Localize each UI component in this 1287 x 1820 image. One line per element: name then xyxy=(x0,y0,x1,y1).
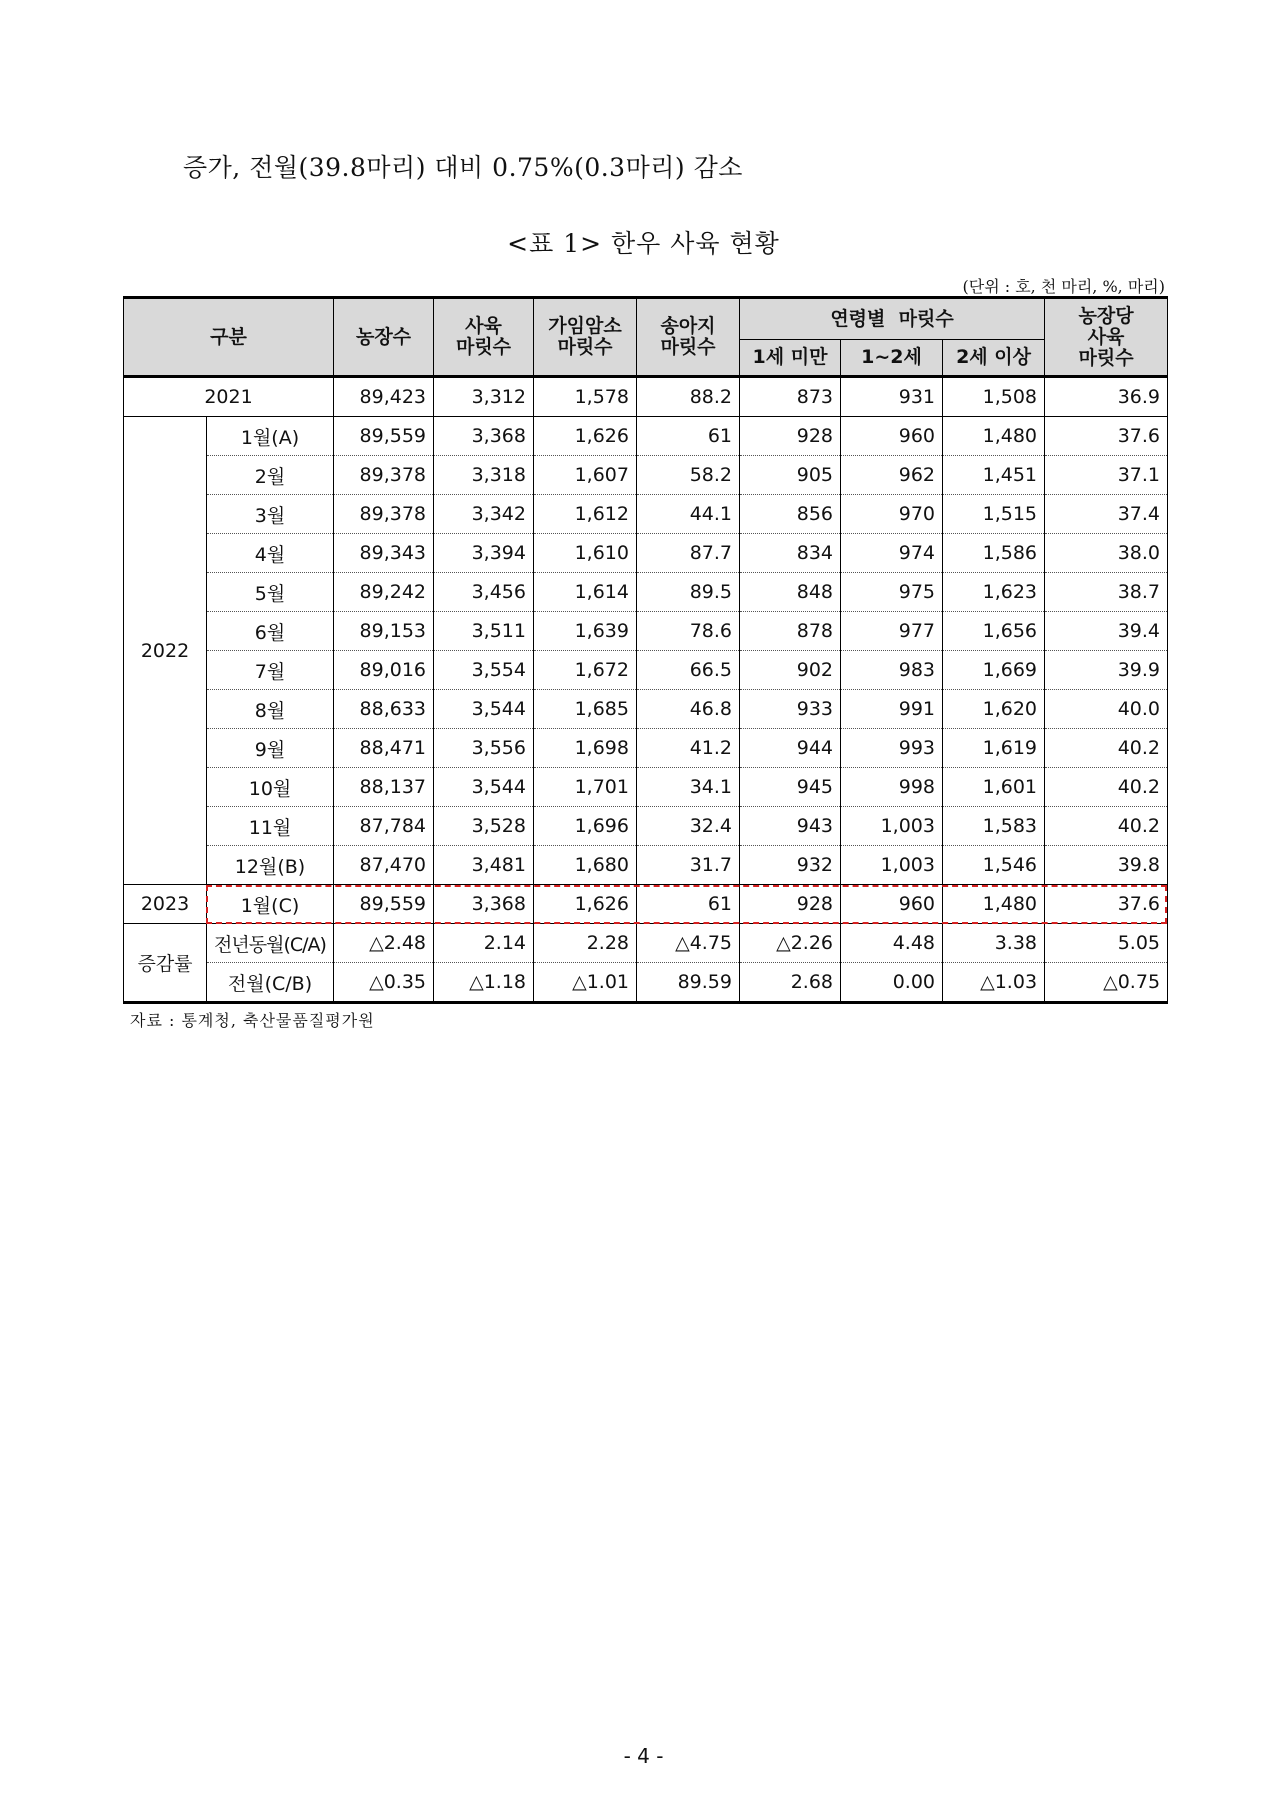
cell-heads: 3,511 xyxy=(434,612,534,651)
table-row-change-yoy xyxy=(124,924,1168,963)
table-row xyxy=(124,417,1168,456)
cell-breeding: 1,626 xyxy=(534,885,637,924)
cell-farms: 89,378 xyxy=(334,456,434,495)
header-breeding-line2: 마릿수 xyxy=(557,336,613,358)
cell-breeding: 1,614 xyxy=(534,573,637,612)
cell-heads: 3,312 xyxy=(434,377,534,417)
cell-age-2plus: 1,508 xyxy=(943,377,1045,417)
row-label: 1월(C) xyxy=(207,885,334,924)
cell-age-1to2: 4.48 xyxy=(841,924,943,963)
header-heads-line1: 사육 xyxy=(465,315,502,337)
cell-heads: 2.14 xyxy=(434,924,534,963)
cell-breeding: 2.28 xyxy=(534,924,637,963)
row-label: 7월 xyxy=(207,651,334,690)
cell-calves: 66.5 xyxy=(637,651,740,690)
cell-age-1to2: 993 xyxy=(841,729,943,768)
header-calves-line1: 송아지 xyxy=(660,315,716,337)
cell-calves: 88.2 xyxy=(637,377,740,417)
cell-farms: 89,153 xyxy=(334,612,434,651)
cell-calves: △4.75 xyxy=(637,924,740,963)
cell-age-2plus: 1,480 xyxy=(943,417,1045,456)
hanwoo-table xyxy=(123,296,1168,1004)
cell-age-1to2: 991 xyxy=(841,690,943,729)
header-per-farm-line1: 농장당 xyxy=(1078,304,1134,327)
cell-farms: 88,471 xyxy=(334,729,434,768)
cell-per-farm: 38.7 xyxy=(1045,573,1168,612)
cell-age-1to2: 974 xyxy=(841,534,943,573)
cell-age-1to2: 998 xyxy=(841,768,943,807)
cell-heads: △1.18 xyxy=(434,963,534,1003)
header-by-age: 연령별 마릿수 xyxy=(740,298,1045,340)
cell-age-2plus: △1.03 xyxy=(943,963,1045,1003)
cell-age-under1: 2.68 xyxy=(740,963,841,1003)
cell-age-2plus: 3.38 xyxy=(943,924,1045,963)
year-label-2022: 2022 xyxy=(124,417,207,885)
cell-age-1to2: 960 xyxy=(841,417,943,456)
row-label: 8월 xyxy=(207,690,334,729)
cell-age-under1: 928 xyxy=(740,885,841,924)
table-row xyxy=(124,651,1168,690)
cell-age-1to2: 1,003 xyxy=(841,846,943,885)
cell-age-under1: 932 xyxy=(740,846,841,885)
cell-calves: 31.7 xyxy=(637,846,740,885)
header-per-farm-line2: 사육 xyxy=(1087,325,1125,348)
cell-farms: 89,343 xyxy=(334,534,434,573)
row-label: 11월 xyxy=(207,807,334,846)
cell-calves: 89.5 xyxy=(637,573,740,612)
cell-age-1to2: 931 xyxy=(841,377,943,417)
cell-breeding: 1,698 xyxy=(534,729,637,768)
cell-age-2plus: 1,480 xyxy=(943,885,1045,924)
cell-per-farm: 39.4 xyxy=(1045,612,1168,651)
cell-heads: 3,368 xyxy=(434,885,534,924)
row-label: 5월 xyxy=(207,573,334,612)
cell-age-under1: 878 xyxy=(740,612,841,651)
cell-age-under1: △2.26 xyxy=(740,924,841,963)
cell-breeding: 1,672 xyxy=(534,651,637,690)
cell-heads: 3,318 xyxy=(434,456,534,495)
table-row xyxy=(124,495,1168,534)
cell-farms: 87,784 xyxy=(334,807,434,846)
header-per-farm xyxy=(1045,298,1168,377)
cell-age-2plus: 1,669 xyxy=(943,651,1045,690)
cell-age-under1: 848 xyxy=(740,573,841,612)
cell-farms: 89,016 xyxy=(334,651,434,690)
cell-breeding: 1,610 xyxy=(534,534,637,573)
cell-age-2plus: 1,515 xyxy=(943,495,1045,534)
cell-per-farm: 40.2 xyxy=(1045,768,1168,807)
cell-age-under1: 834 xyxy=(740,534,841,573)
table-container xyxy=(123,296,1167,1004)
cell-breeding: 1,696 xyxy=(534,807,637,846)
cell-calves: 41.2 xyxy=(637,729,740,768)
cell-per-farm: 36.9 xyxy=(1045,377,1168,417)
cell-farms: 89,559 xyxy=(334,885,434,924)
table-row xyxy=(124,807,1168,846)
cell-heads: 3,544 xyxy=(434,768,534,807)
cell-age-1to2: 970 xyxy=(841,495,943,534)
source-note: 자료 : 통계청, 축산물품질평가원 xyxy=(130,1011,375,1030)
cell-heads: 3,528 xyxy=(434,807,534,846)
cell-age-1to2: 960 xyxy=(841,885,943,924)
row-label: 9월 xyxy=(207,729,334,768)
cell-age-2plus: 1,546 xyxy=(943,846,1045,885)
header-breeding-line1: 가임암소 xyxy=(548,315,622,337)
row-label: 2월 xyxy=(207,456,334,495)
cell-age-under1: 945 xyxy=(740,768,841,807)
cell-per-farm: 37.6 xyxy=(1045,417,1168,456)
cell-farms: 88,137 xyxy=(334,768,434,807)
header-heads-line2: 마릿수 xyxy=(455,336,512,358)
cell-age-under1: 944 xyxy=(740,729,841,768)
cell-calves: 87.7 xyxy=(637,534,740,573)
cell-per-farm: △0.75 xyxy=(1045,963,1168,1003)
cell-calves: 34.1 xyxy=(637,768,740,807)
cell-per-farm: 37.1 xyxy=(1045,456,1168,495)
cell-age-2plus: 1,620 xyxy=(943,690,1045,729)
cell-heads: 3,368 xyxy=(434,417,534,456)
cell-calves: 89.59 xyxy=(637,963,740,1003)
cell-breeding: △1.01 xyxy=(534,963,637,1003)
cell-farms: △0.35 xyxy=(334,963,434,1003)
row-label: 10월 xyxy=(207,768,334,807)
cell-farms: 89,559 xyxy=(334,417,434,456)
cell-breeding: 1,680 xyxy=(534,846,637,885)
cell-calves: 46.8 xyxy=(637,690,740,729)
cell-breeding: 1,639 xyxy=(534,612,637,651)
table-row-2023 xyxy=(124,885,1168,924)
table-row xyxy=(124,573,1168,612)
cell-age-1to2: 975 xyxy=(841,573,943,612)
cell-age-2plus: 1,586 xyxy=(943,534,1045,573)
cell-heads: 3,456 xyxy=(434,573,534,612)
header-farms: 농장수 xyxy=(334,298,434,377)
cell-breeding: 1,607 xyxy=(534,456,637,495)
cell-age-under1: 943 xyxy=(740,807,841,846)
table-caption: <표 1> 한우 사육 현황 xyxy=(507,229,780,258)
row-label: 3월 xyxy=(207,495,334,534)
cell-age-under1: 856 xyxy=(740,495,841,534)
table-row xyxy=(124,729,1168,768)
cell-heads: 3,394 xyxy=(434,534,534,573)
cell-age-1to2: 962 xyxy=(841,456,943,495)
cell-per-farm: 39.8 xyxy=(1045,846,1168,885)
cell-heads: 3,481 xyxy=(434,846,534,885)
cell-heads: 3,342 xyxy=(434,495,534,534)
cell-age-under1: 928 xyxy=(740,417,841,456)
table-row xyxy=(124,768,1168,807)
cell-breeding: 1,685 xyxy=(534,690,637,729)
header-age-under1: 1세 미만 xyxy=(740,340,841,377)
cell-age-2plus: 1,601 xyxy=(943,768,1045,807)
cell-age-2plus: 1,656 xyxy=(943,612,1045,651)
header-category: 구분 xyxy=(124,298,334,377)
table-row-2021 xyxy=(124,377,1168,417)
cell-age-2plus: 1,451 xyxy=(943,456,1045,495)
cell-age-under1: 873 xyxy=(740,377,841,417)
cell-age-1to2: 983 xyxy=(841,651,943,690)
header-calves-line2: 마릿수 xyxy=(660,336,716,358)
row-label: 6월 xyxy=(207,612,334,651)
cell-per-farm: 37.6 xyxy=(1045,885,1168,924)
row-label-2021: 2021 xyxy=(124,377,334,417)
row-label: 전월(C/B) xyxy=(207,963,334,1003)
table-header xyxy=(124,298,1168,377)
change-group-label: 증감률 xyxy=(124,924,207,1003)
header-age-2plus: 2세 이상 xyxy=(943,340,1045,377)
cell-calves: 61 xyxy=(637,417,740,456)
cell-farms: 89,242 xyxy=(334,573,434,612)
cell-per-farm: 40.2 xyxy=(1045,807,1168,846)
cell-farms: 88,633 xyxy=(334,690,434,729)
cell-per-farm: 38.0 xyxy=(1045,534,1168,573)
table-row xyxy=(124,534,1168,573)
cell-age-under1: 905 xyxy=(740,456,841,495)
unit-note: (단위 : 호, 천 마리, %, 마리) xyxy=(962,277,1165,296)
row-label: 전년동월(C/A) xyxy=(207,924,334,963)
cell-calves: 61 xyxy=(637,885,740,924)
table-row xyxy=(124,690,1168,729)
cell-per-farm: 39.9 xyxy=(1045,651,1168,690)
cell-per-farm: 37.4 xyxy=(1045,495,1168,534)
row-label: 12월(B) xyxy=(207,846,334,885)
page-number: - 4 - xyxy=(623,1744,664,1768)
cell-age-under1: 933 xyxy=(740,690,841,729)
header-heads xyxy=(434,298,534,377)
row-label: 4월 xyxy=(207,534,334,573)
cell-farms: △2.48 xyxy=(334,924,434,963)
row-label: 1월(A) xyxy=(207,417,334,456)
cell-per-farm: 40.0 xyxy=(1045,690,1168,729)
cell-calves: 78.6 xyxy=(637,612,740,651)
table-row xyxy=(124,846,1168,885)
intro-text: 증가, 전월(39.8마리) 대비 0.75%(0.3마리) 감소 xyxy=(183,153,743,182)
table-body xyxy=(124,377,1168,1003)
header-age-1to2: 1~2세 xyxy=(841,340,943,377)
cell-per-farm: 40.2 xyxy=(1045,729,1168,768)
year-label-2023: 2023 xyxy=(124,885,207,924)
table-row xyxy=(124,456,1168,495)
header-calves xyxy=(637,298,740,377)
cell-farms: 87,470 xyxy=(334,846,434,885)
cell-age-2plus: 1,623 xyxy=(943,573,1045,612)
cell-age-1to2: 1,003 xyxy=(841,807,943,846)
cell-age-2plus: 1,619 xyxy=(943,729,1045,768)
cell-calves: 58.2 xyxy=(637,456,740,495)
cell-age-under1: 902 xyxy=(740,651,841,690)
cell-breeding: 1,578 xyxy=(534,377,637,417)
cell-breeding: 1,626 xyxy=(534,417,637,456)
cell-breeding: 1,612 xyxy=(534,495,637,534)
cell-calves: 32.4 xyxy=(637,807,740,846)
header-breeding xyxy=(534,298,637,377)
cell-age-1to2: 977 xyxy=(841,612,943,651)
table-row-change-mom xyxy=(124,963,1168,1003)
cell-farms: 89,423 xyxy=(334,377,434,417)
cell-heads: 3,554 xyxy=(434,651,534,690)
cell-age-1to2: 0.00 xyxy=(841,963,943,1003)
cell-calves: 44.1 xyxy=(637,495,740,534)
cell-age-2plus: 1,583 xyxy=(943,807,1045,846)
cell-per-farm: 5.05 xyxy=(1045,924,1168,963)
cell-heads: 3,544 xyxy=(434,690,534,729)
header-per-farm-line3: 마릿수 xyxy=(1078,346,1134,369)
cell-farms: 89,378 xyxy=(334,495,434,534)
table-row xyxy=(124,612,1168,651)
cell-breeding: 1,701 xyxy=(534,768,637,807)
cell-heads: 3,556 xyxy=(434,729,534,768)
